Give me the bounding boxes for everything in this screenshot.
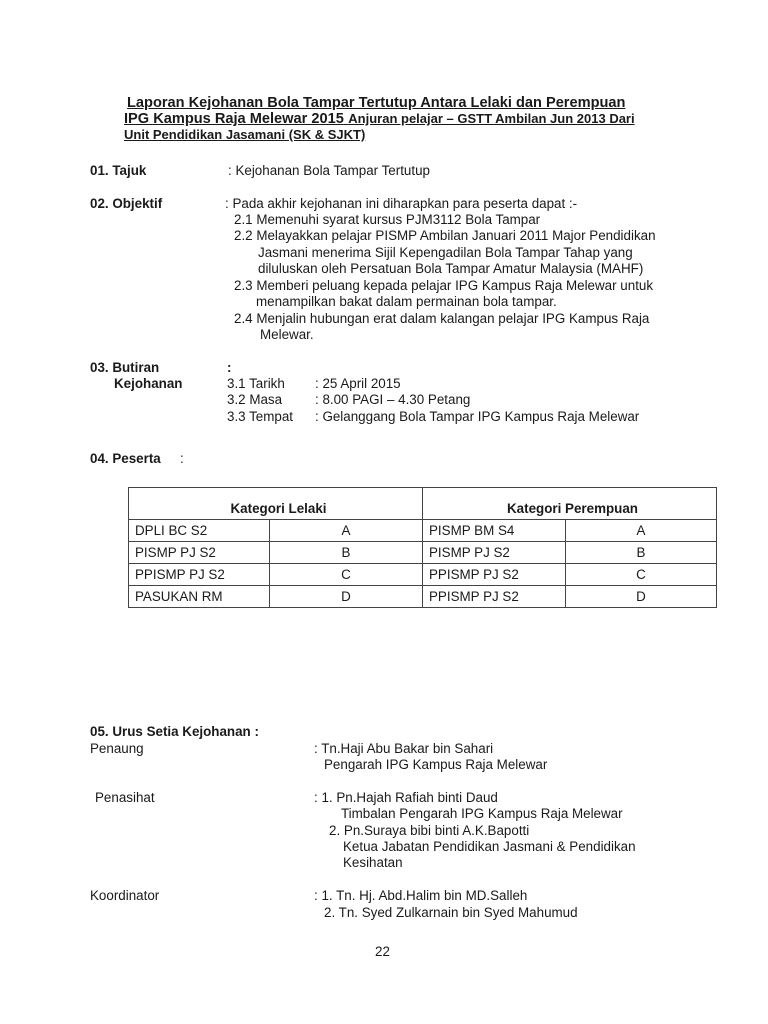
table-cell: D [270, 586, 423, 608]
header-kategori-lelaki: Kategori Lelaki [129, 488, 423, 520]
butiran-value: : Gelanggang Bola Tampar IPG Kampus Raja Melewar [315, 409, 640, 424]
table-cell: A [270, 520, 423, 542]
table-cell: C [270, 564, 423, 586]
penaung-label: Penaung [90, 741, 144, 756]
objektif-line: Jasmani menerima Sijil Kepengadilan Bola Tampar Tahap yang [258, 245, 633, 260]
penasihat-line: Timbalan Pengarah IPG Kampus Raja Melewar [341, 806, 623, 821]
table-row [129, 520, 717, 542]
peserta-label: 04. Peserta [90, 451, 161, 466]
butiran-label-2: Kejohanan [114, 376, 183, 391]
penaung-line: Pengarah IPG Kampus Raja Melewar [324, 757, 548, 772]
urus-setia-label: 05. Urus Setia Kejohanan : [90, 724, 259, 739]
objektif-line: menampilkan bakat dalam permainan bola tampar. [256, 294, 557, 309]
objektif-line: 2.2 Melayakkan pelajar PISMP Ambilan Januari 2011 Major Pendidikan [234, 228, 656, 243]
report-title-line-2a: IPG Kampus Raja Melewar 2015 [124, 111, 344, 127]
objektif-line: 2.3 Memberi peluang kepada pelajar IPG Kampus Raja Melewar untuk [234, 278, 654, 293]
table-row [129, 542, 717, 564]
table-cell: C [566, 564, 717, 586]
table-header-row [129, 488, 717, 520]
tajuk-label: 01. Tajuk [90, 163, 147, 178]
page-number: 22 [375, 944, 390, 959]
objektif-line: 2.1 Memenuhi syarat kursus PJM3112 Bola Tampar [234, 212, 541, 227]
report-title-line-2 [124, 111, 635, 127]
penasihat-line: Ketua Jabatan Pendidikan Jasmani & Pendidikan [343, 839, 636, 854]
table-cell: PPISMP PJ S2 [129, 564, 270, 586]
table-row [129, 586, 717, 608]
table-cell: DPLI BC S2 [129, 520, 270, 542]
objektif-label: 02. Objektif [90, 196, 163, 211]
butiran-label: 03. Butiran [90, 360, 160, 375]
tajuk-value: : Kejohanan Bola Tampar Tertutup [228, 163, 430, 178]
report-title-line-1: Laporan Kejohanan Bola Tampar Tertutup Antara Lelaki dan Perempuan [127, 95, 626, 111]
koordinator-label: Koordinator [90, 888, 160, 903]
butiran-value: : 8.00 PAGI – 4.30 Petang [315, 392, 471, 407]
penasihat-line: 2. Pn.Suraya bibi binti A.K.Bapotti [329, 823, 530, 838]
table-cell: A [566, 520, 717, 542]
peserta-table [128, 487, 717, 608]
objektif-line: 2.4 Menjalin hubungan erat dalam kalangan pelajar IPG Kampus Raja [234, 311, 650, 326]
butiran-value: : 25 April 2015 [315, 376, 401, 391]
table-row [129, 564, 717, 586]
objektif-line: diluluskan oleh Persatuan Bola Tampar Amatur Malaysia (MAHF) [258, 261, 644, 276]
penasihat-label: Penasihat [95, 790, 155, 805]
table-cell: PPISMP PJ S2 [423, 586, 566, 608]
table-cell: PISMP PJ S2 [129, 542, 270, 564]
penaung-line: : Tn.Haji Abu Bakar bin Sahari [314, 741, 494, 756]
koordinator-line: : 1. Tn. Hj. Abd.Halim bin MD.Salleh [314, 888, 528, 903]
butiran-key: 3.3 Tempat [227, 409, 294, 424]
objektif-line: Melewar. [260, 327, 314, 342]
penasihat-line: Kesihatan [343, 855, 403, 870]
header-kategori-perempuan: Kategori Perempuan [423, 488, 717, 520]
table-cell: B [566, 542, 717, 564]
table-cell: PISMP BM S4 [423, 520, 566, 542]
koordinator-line: 2. Tn. Syed Zulkarnain bin Syed Mahumud [324, 905, 578, 920]
report-title-line-2b: Anjuran pelajar – GSTT Ambilan Jun 2013 Dari [348, 111, 635, 126]
table-cell: B [270, 542, 423, 564]
table-cell: PASUKAN RM [129, 586, 270, 608]
butiran-colon: : [227, 360, 232, 375]
butiran-key: 3.2 Masa [227, 392, 283, 407]
butiran-key: 3.1 Tarikh [227, 376, 285, 391]
penasihat-line: : 1. Pn.Hajah Rafiah binti Daud [314, 790, 498, 805]
table-cell: D [566, 586, 717, 608]
objektif-intro: : Pada akhir kejohanan ini diharapkan para peserta dapat :- [225, 196, 578, 211]
table-cell: PISMP PJ S2 [423, 542, 566, 564]
peserta-colon: : [180, 451, 184, 466]
table-cell: PPISMP PJ S2 [423, 564, 566, 586]
report-title-line-3: Unit Pendidikan Jasamani (SK & SJKT) [124, 127, 366, 142]
